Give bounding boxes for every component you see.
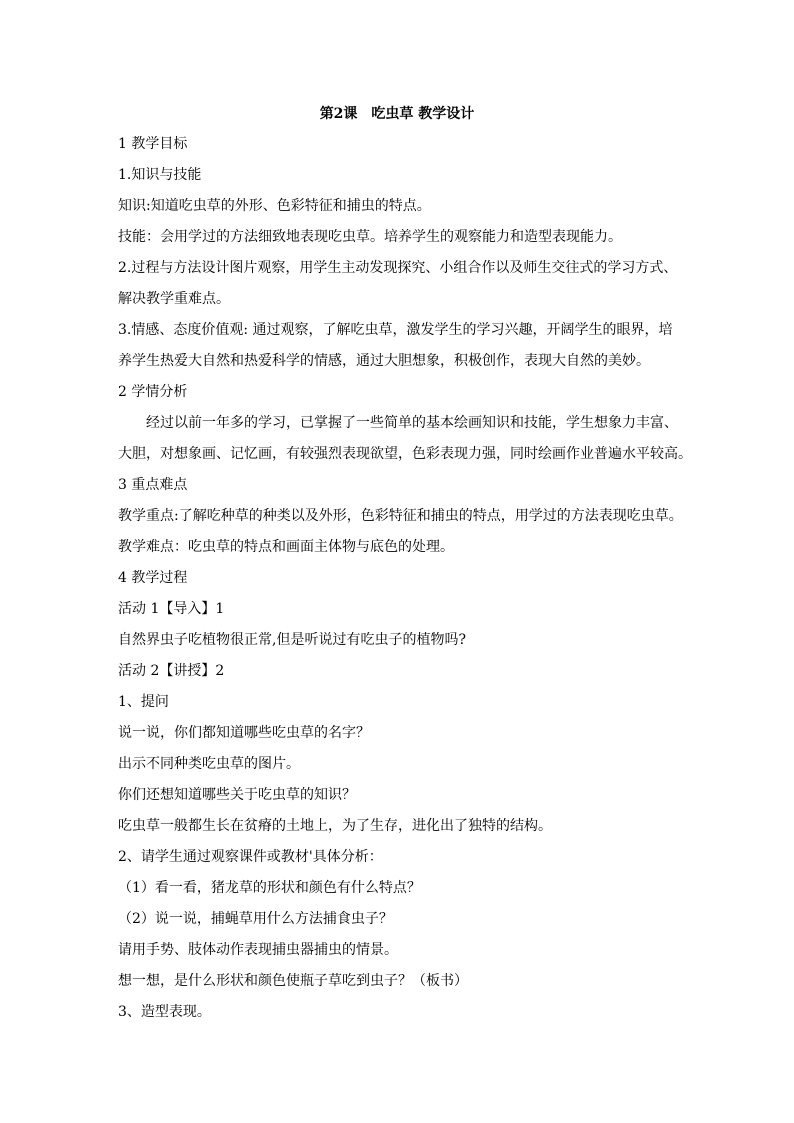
activity-1-heading: 活动 1【导入】1 <box>118 601 225 617</box>
subheading-knowledge-skills: 1.知识与技能 <box>118 167 202 183</box>
activity-1-text: 自然界虫子吃植物很正常,但是听说过有吃虫子的植物吗? <box>118 632 466 648</box>
step-2-item-2: （2）说一说，捕蝇草用什么方法捕食虫子？ <box>118 911 393 927</box>
paragraph-skills: 技能：会用学过的方法细致地表现吃虫草。培养学生的观察能力和造型表现能力。 <box>118 229 622 245</box>
section-heading-objectives: 1 教学目标 <box>118 136 188 152</box>
section-heading-key-points: 3 重点难点 <box>118 477 188 493</box>
paragraph-learner-analysis-cont: 大胆，对想象画、记忆画，有较强烈表现欲望，色彩表现力强，同时绘画作业普遍水平较高。 <box>118 446 692 462</box>
paragraph-attitude: 3.情感、态度价值观: 通过观察，了解吃虫草，激发学生的学习兴趣，开阔学生的眼界，培 <box>118 322 673 338</box>
step-1-text-b: 出示不同种类吃虫草的图片。 <box>118 756 300 772</box>
step-3-heading: 3、造型表现。 <box>118 1004 211 1020</box>
paragraph-difficult-point: 教学难点：吃虫草的特点和画面主体物与底色的处理。 <box>118 539 454 555</box>
step-2-text-a: 请用手势、肢体动作表现捕虫器捕虫的情景。 <box>118 942 398 958</box>
step-2-text-b: 想一想，是什么形状和颜色使瓶子草吃到虫子？（板书） <box>118 973 468 989</box>
document-title: 第2课 吃虫草 教学设计 <box>319 106 475 122</box>
section-heading-learner-analysis: 2 学情分析 <box>118 384 188 400</box>
step-1-heading: 1、提问 <box>118 694 169 710</box>
activity-2-heading: 活动 2【讲授】2 <box>118 663 225 679</box>
paragraph-attitude-cont: 养学生热爱大自然和热爱科学的情感，通过大胆想象，积极创作，表现大自然的美妙。 <box>118 353 650 369</box>
paragraph-learner-analysis: 经过以前一年多的学习，已掌握了一些简单的基本绘画知识和技能，学生想象力丰富、 <box>146 415 678 431</box>
step-2-heading: 2、请学生通过观察课件或教材'具体分析： <box>118 849 383 865</box>
paragraph-knowledge: 知识:知道吃虫草的外形、色彩特征和捕虫的特点。 <box>118 198 431 214</box>
step-1-text-d: 吃虫草一般都生长在贫瘠的土地上，为了生存，进化出了独特的结构。 <box>118 818 552 834</box>
step-1-text-a: 说一说，你们都知道哪些吃虫草的名字？ <box>118 725 370 741</box>
paragraph-process-method: 2.过程与方法设计图片观察，用学生主动发现探究、小组合作以及师生交往式的学习方式、 <box>118 260 678 276</box>
section-heading-process: 4 教学过程 <box>118 570 188 586</box>
paragraph-key-point: 教学重点:了解吃种草的种类以及外形，色彩特征和捕虫的特点，用学过的方法表现吃虫草。 <box>118 508 683 524</box>
step-1-text-c: 你们还想知道哪些关于吃虫草的知识？ <box>118 787 356 803</box>
paragraph-process-method-cont: 解决教学重难点。 <box>118 291 230 307</box>
step-2-item-1: （1）看一看，猪龙草的形状和颜色有什么特点？ <box>118 880 421 896</box>
